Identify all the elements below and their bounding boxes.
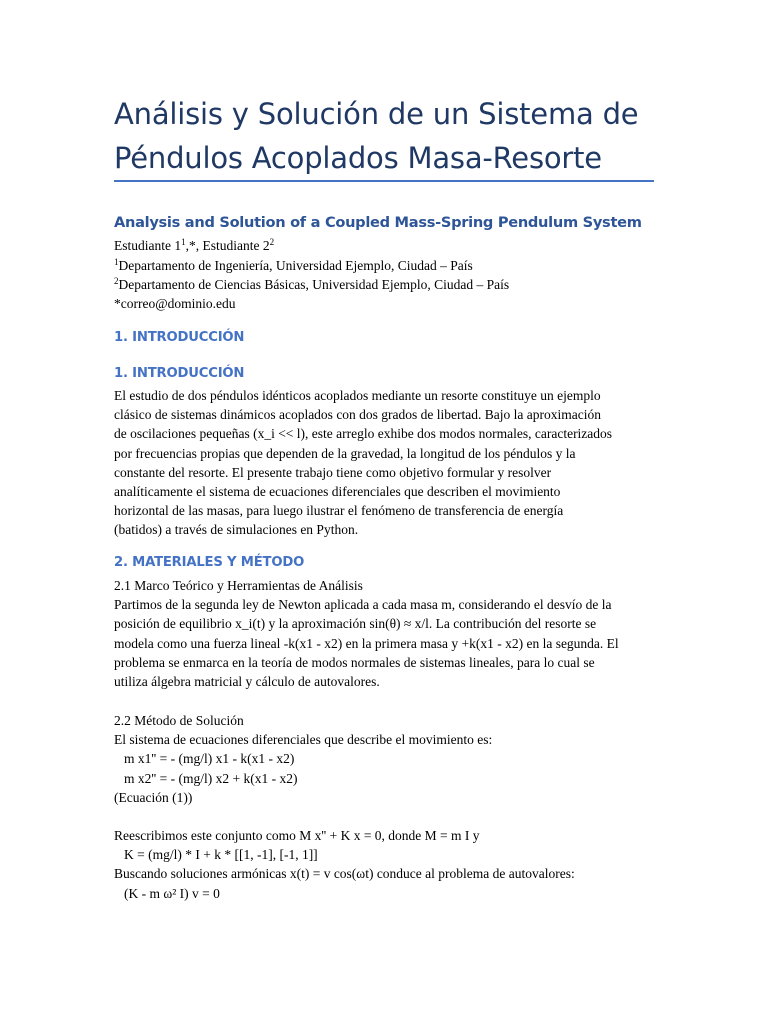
section-heading-methods: 2. MATERIALES Y MÉTODO	[114, 555, 305, 570]
equation-line: m x1'' = - (mg/l) x1 - k(x1 - x2)	[124, 751, 295, 767]
paragraph-line: utiliza álgebra matricial y cálculo de autovalores.	[114, 674, 380, 690]
affiliation-1	[114, 256, 473, 275]
equation-line: m x2'' = - (mg/l) x2 + k(x1 - x2)	[124, 770, 298, 786]
subsection-title-2-1: 2.1 Marco Teórico y Herramientas de Análisis	[114, 578, 363, 593]
author-2: Estudiante 2	[202, 238, 270, 253]
affiliation-2-text: Departamento de Ciencias Básicas, Universidad Ejemplo, Ciudad – País	[118, 277, 510, 292]
solution-method-block	[114, 711, 654, 807]
contact-email: *correo@dominio.edu	[114, 296, 236, 311]
equation-line: (K - m ω² I) v = 0	[124, 885, 220, 901]
section-heading-introduction: 1. INTRODUCCIÓN	[114, 330, 245, 345]
author-separator: ,*,	[185, 238, 203, 253]
paragraph-line: Buscando soluciones armónicas x(t) = v cos(ωt) conduce al problema de autovalores:	[114, 866, 575, 882]
paragraph-line: Reescribimos este conjunto como M x'' + K x = 0, donde M = m I y	[114, 828, 480, 843]
methods-paragraph	[114, 576, 654, 691]
paragraph-line: horizontal de las masas, para luego ilustrar el fenómeno de transferencia de energía	[114, 503, 564, 519]
equation-label: (Ecuación (1))	[114, 789, 193, 805]
affiliation-1-text: Departamento de Ingeniería, Universidad Ejemplo, Ciudad – País	[118, 258, 473, 273]
introduction-paragraph	[114, 386, 654, 540]
paragraph-line: modela como una fuerza lineal -k(x1 - x2) en la primera masa y +k(x1 - x2) en la segunda. El	[114, 635, 619, 651]
paragraph-line: problema se enmarca en la teoría de modos normales de sistemas lineales, para lo cual se	[114, 654, 595, 670]
paragraph-line: analíticamente el sistema de ecuaciones diferenciales que describen el movimiento	[114, 484, 561, 500]
author-line	[114, 236, 274, 255]
paragraph-line: de oscilaciones pequeñas (x_i << l), este arreglo exhibe dos modos normales, caracterizados	[114, 426, 613, 442]
english-subtitle: Analysis and Solution of a Coupled Mass-Spring Pendulum System	[114, 214, 642, 231]
title-line-2: Péndulos Acoplados Masa-Resorte	[114, 141, 602, 175]
author-1: Estudiante 1	[114, 238, 182, 253]
equation-line: K = (mg/l) * I + k * [[1, -1], [-1, 1]]	[124, 847, 318, 863]
paragraph-line: (batidos) a través de simulaciones en Python.	[114, 522, 359, 538]
paragraph-line: Partimos de la segunda ley de Newton aplicada a cada masa m, considerando el desvío de la	[114, 597, 612, 613]
affiliation-2-superscript: 2	[114, 276, 119, 286]
subsection-title-2-2: 2.2 Método de Solución	[114, 713, 244, 728]
document-title	[114, 92, 654, 180]
section-heading-introduction-repeat: 1. INTRODUCCIÓN	[114, 366, 245, 381]
author-2-superscript: 2	[269, 237, 275, 247]
paragraph-line: posición de equilibrio x_i(t) y la aproximación sin(θ) ≈ x/l. La contribución del resorte se	[114, 616, 597, 632]
paragraph-line: por frecuencias propias que dependen de la gravedad, la longitud de los péndulos y la	[114, 445, 576, 461]
author-1-superscript: 1	[181, 237, 186, 247]
affiliation-1-superscript: 1	[114, 257, 119, 267]
title-divider	[114, 180, 654, 182]
paragraph-line: El sistema de ecuaciones diferenciales que describe el movimiento es:	[114, 732, 493, 748]
paragraph-line: clásico de sistemas dinámicos acoplados con dos grados de libertad. Bajo la aproximación	[114, 407, 601, 423]
eigenvalue-block	[114, 826, 654, 903]
affiliation-2	[114, 275, 509, 294]
title-line-1: Análisis y Solución de un Sistema de	[114, 97, 639, 131]
paragraph-line: El estudio de dos péndulos idénticos acoplados mediante un resorte constituye un ejemplo	[114, 388, 601, 403]
paragraph-line: constante del resorte. El presente trabajo tiene como objetivo formular y resolver	[114, 464, 552, 480]
